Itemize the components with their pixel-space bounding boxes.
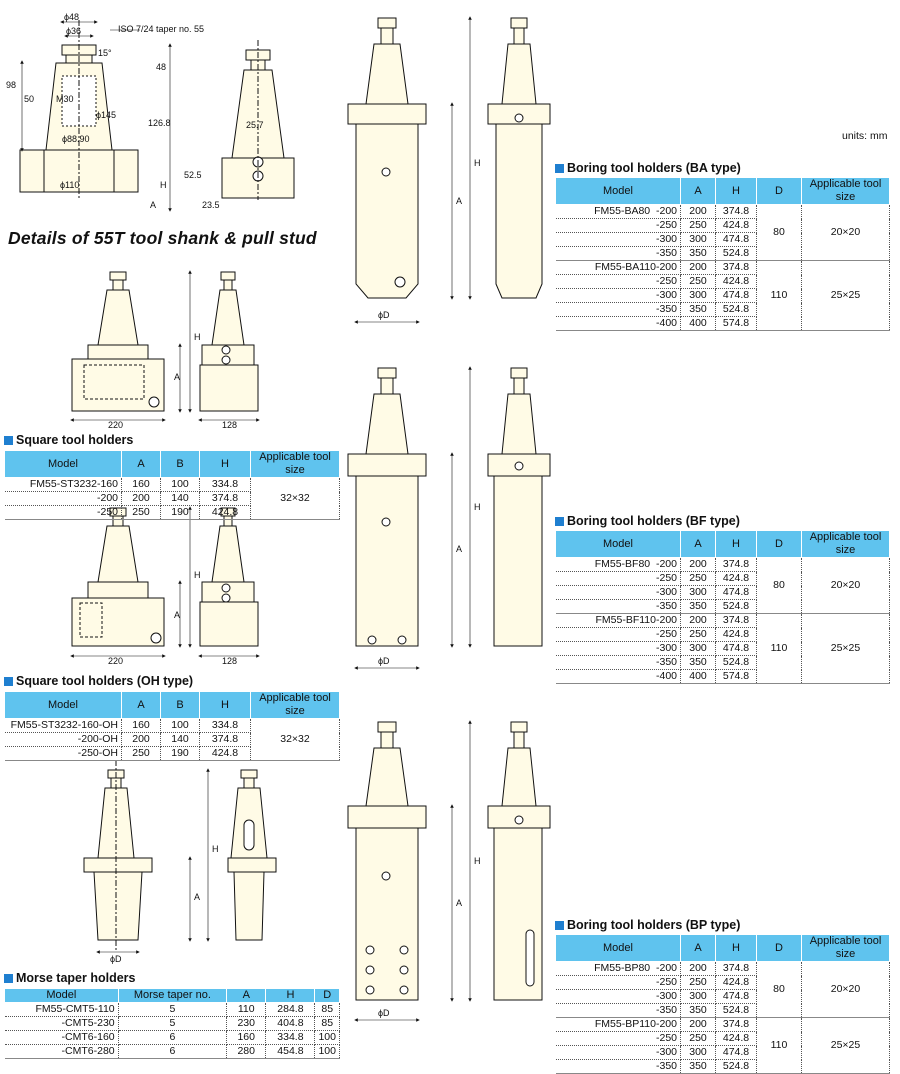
table-cell: -400 (556, 317, 681, 331)
table-header-cell: A (681, 178, 716, 205)
table-cell: FM55-BP80 -200 (556, 962, 681, 976)
bp-section-title: Boring tool holders (BP type) (555, 918, 740, 932)
table-cell: 524.8 (716, 247, 757, 261)
dim-sq-H: H (194, 332, 201, 342)
table-header-cell: A (122, 692, 161, 719)
dim-bf-D: ϕD (378, 656, 390, 666)
table-cell: -200 (5, 492, 122, 506)
table-cell: 100 (315, 1031, 340, 1045)
table-header-cell: B (161, 451, 200, 478)
bullet-square-icon (4, 436, 13, 445)
bullet-square-icon (555, 921, 564, 930)
table-header-cell: A (122, 451, 161, 478)
dim-A-shank: A (150, 200, 157, 210)
morse-holder-front-drawing (84, 760, 152, 950)
table-cell: 474.8 (716, 233, 757, 247)
dim-sq-220: 220 (108, 420, 124, 430)
table-cell: 190 (161, 506, 200, 520)
table-cell: 100 (161, 478, 200, 492)
table-header-cell: H (200, 692, 251, 719)
table-cell: 574.8 (716, 317, 757, 331)
table-header-cell: D (757, 935, 802, 962)
table-header-cell: H (200, 451, 251, 478)
table-cell: 200 (122, 733, 161, 747)
table-header-cell: D (757, 178, 802, 205)
table-row (556, 962, 890, 976)
dim-sq-128: 128 (222, 420, 238, 430)
table-cell: -250 (5, 506, 122, 520)
table-cell: 400 (681, 670, 716, 684)
table-cell: 85 (315, 1003, 340, 1017)
shank-detail-front-drawing (20, 20, 138, 200)
table-row (556, 1018, 890, 1032)
table-cell: 200 (681, 261, 716, 275)
table-cell: 374.8 (716, 205, 757, 219)
dim-H-shank: H (160, 180, 167, 190)
ba-holder-side-drawing (488, 18, 550, 298)
table-cell: -250 (556, 976, 681, 990)
table-cell: 374.8 (716, 962, 757, 976)
table-cell: 524.8 (716, 303, 757, 317)
dim-oh-220: 220 (108, 656, 124, 666)
table-cell: 350 (681, 247, 716, 261)
dim-morse-D: ϕD (110, 954, 122, 964)
table-cell: 160 (122, 719, 161, 733)
table-cell: 280 (227, 1045, 266, 1059)
table-header-cell: Model (556, 531, 681, 558)
table-cell: 250 (122, 506, 161, 520)
table-cell: 300 (681, 233, 716, 247)
ba-holder-front-drawing (348, 18, 426, 298)
table-cell: 424.8 (200, 506, 251, 520)
dim-ba-H: H (474, 158, 481, 168)
square-holder-front-drawing (72, 272, 164, 411)
table-cell: -300 (556, 642, 681, 656)
table-header-cell: Morse taper no. (118, 989, 226, 1003)
table-cell: 80 (757, 962, 802, 1018)
table-cell: 350 (681, 303, 716, 317)
table-cell: -300 (556, 990, 681, 1004)
dim-oh-A: A (174, 610, 181, 620)
table-row (556, 614, 890, 628)
dim-50: 50 (24, 94, 35, 104)
table-cell: FM55-BF80 -200 (556, 558, 681, 572)
table-cell: -350 (556, 1060, 681, 1074)
bullet-square-icon (555, 164, 564, 173)
table-cell: 6 (118, 1031, 226, 1045)
table-cell: -250 (556, 1032, 681, 1046)
table-cell: 424.8 (716, 572, 757, 586)
table-cell: 374.8 (716, 558, 757, 572)
table-cell: 250 (681, 219, 716, 233)
bp-holder-front-drawing (348, 722, 426, 1000)
table-cell: -250 (556, 572, 681, 586)
table-cell: FM55-CMT5-110 (5, 1003, 119, 1017)
table-cell: 334.8 (266, 1031, 315, 1045)
table-cell: -350 (556, 656, 681, 670)
table-cell: 374.8 (200, 733, 251, 747)
table-cell: 424.8 (200, 747, 251, 761)
dim-48: 48 (156, 62, 167, 72)
table-cell: 524.8 (716, 1004, 757, 1018)
table-row (556, 558, 890, 572)
table-cell: 250 (681, 275, 716, 289)
table-cell: 250 (681, 976, 716, 990)
table-header-cell: Applicable tool size (802, 178, 890, 205)
dim-23-5: 23.5 (202, 200, 220, 210)
table-header-cell: Model (556, 178, 681, 205)
table-cell: -300 (556, 586, 681, 600)
square-holder-side-drawing (200, 272, 258, 411)
table-cell: 524.8 (716, 600, 757, 614)
dim-oh-128: 128 (222, 656, 238, 666)
bullet-square-icon (555, 517, 564, 526)
table-cell: 110 (757, 261, 802, 331)
table-cell: -350 (556, 247, 681, 261)
dim-25-7: 25.7 (246, 120, 264, 130)
dim-sq-A: A (174, 372, 181, 382)
table-cell: 250 (681, 572, 716, 586)
table-cell: 200 (681, 558, 716, 572)
table-cell: 374.8 (200, 492, 251, 506)
table-cell: 250 (122, 747, 161, 761)
table-cell: 200 (681, 205, 716, 219)
dim-bf-H: H (474, 502, 481, 512)
bf-section-title: Boring tool holders (BF type) (555, 514, 740, 528)
morse-section-title: Morse taper holders (4, 971, 135, 985)
table-cell: 110 (757, 614, 802, 684)
table-cell: -CMT5-230 (5, 1017, 119, 1031)
table-header-cell: D (757, 531, 802, 558)
table-cell: 474.8 (716, 990, 757, 1004)
table-cell: 424.8 (716, 976, 757, 990)
table-cell: 250 (681, 628, 716, 642)
table-row (5, 1003, 340, 1017)
dim-bp-D: ϕD (378, 1008, 390, 1018)
table-cell: 474.8 (716, 586, 757, 600)
table-cell: 524.8 (716, 656, 757, 670)
table-cell: 300 (681, 990, 716, 1004)
table-cell: -250-OH (5, 747, 122, 761)
table-cell: 5 (118, 1003, 226, 1017)
table-cell: 574.8 (716, 670, 757, 684)
table-cell: 110 (227, 1003, 266, 1017)
table-cell: -350 (556, 1004, 681, 1018)
table-cell: 20×20 (802, 962, 890, 1018)
table-header-cell: A (681, 935, 716, 962)
table-cell: 80 (757, 205, 802, 261)
shank-caption: Details of 55T tool shank & pull stud (8, 228, 317, 248)
morse-table (4, 988, 340, 1059)
dim-98: 98 (6, 80, 17, 90)
dim-ba-A: A (456, 196, 463, 206)
table-header-cell: H (716, 935, 757, 962)
square-oh-holder-side-drawing (200, 508, 258, 646)
table-cell: 424.8 (716, 1032, 757, 1046)
table-cell: 80 (757, 558, 802, 614)
dim-morse-H: H (212, 844, 219, 854)
bp-table (555, 934, 890, 1074)
table-cell: 424.8 (716, 219, 757, 233)
table-cell: 25×25 (802, 1018, 890, 1074)
table-cell: 190 (161, 747, 200, 761)
table-cell: 25×25 (802, 261, 890, 331)
ba-section-title: Boring tool holders (BA type) (555, 161, 741, 175)
table-cell: 200 (122, 492, 161, 506)
table-cell: 300 (681, 289, 716, 303)
table-cell: FM55-ST3232-160 (5, 478, 122, 492)
table-cell: FM55-BP110-200 (556, 1018, 681, 1032)
dim-d145: ϕ145 (96, 110, 117, 120)
table-header-cell: Model (5, 692, 122, 719)
table-row (556, 205, 890, 219)
table-cell: 20×20 (802, 558, 890, 614)
table-cell: 85 (315, 1017, 340, 1031)
dim-bf-A: A (456, 544, 463, 554)
table-header-cell: H (716, 531, 757, 558)
dim-d48: ϕ48 (64, 12, 80, 22)
table-cell: 424.8 (716, 275, 757, 289)
table-cell: 230 (227, 1017, 266, 1031)
square-oh-holder-front-drawing (72, 508, 164, 646)
table-cell: 524.8 (716, 1060, 757, 1074)
table-cell: 474.8 (716, 642, 757, 656)
table-cell: 474.8 (716, 1046, 757, 1060)
table-cell: 32×32 (251, 719, 340, 761)
table-cell: -300 (556, 233, 681, 247)
table-header-cell: A (681, 531, 716, 558)
table-cell: FM55-BF110-200 (556, 614, 681, 628)
dim-15deg: 15° (98, 48, 112, 58)
table-cell: 424.8 (716, 628, 757, 642)
table-cell: 200 (681, 614, 716, 628)
table-header-cell: Model (5, 451, 122, 478)
dim-oh-H: H (194, 570, 201, 580)
table-header-cell: H (716, 178, 757, 205)
table-cell: 404.8 (266, 1017, 315, 1031)
bullet-square-icon (4, 974, 13, 983)
table-row (5, 1045, 340, 1059)
dim-m30: M30 (56, 94, 74, 104)
dim-52-5: 52.5 (184, 170, 202, 180)
table-cell: 25×25 (802, 614, 890, 684)
dim-morse-A: A (194, 892, 201, 902)
table-row (5, 1031, 340, 1045)
square-oh-table (4, 691, 340, 761)
ba-table (555, 177, 890, 331)
table-cell: 160 (122, 478, 161, 492)
bf-table (555, 530, 890, 684)
square-table (4, 450, 340, 520)
dim-d110: ϕ110 (60, 180, 80, 190)
table-cell: 6 (118, 1045, 226, 1059)
table-cell: -300 (556, 1046, 681, 1060)
table-cell: 350 (681, 1060, 716, 1074)
dim-bp-A: A (456, 898, 463, 908)
table-cell: FM55-ST3232-160-OH (5, 719, 122, 733)
table-cell: 100 (161, 719, 200, 733)
table-cell: 300 (681, 642, 716, 656)
table-header-cell: Applicable tool size (251, 692, 340, 719)
table-cell: 200 (681, 962, 716, 976)
table-cell: 300 (681, 1046, 716, 1060)
table-cell: 140 (161, 492, 200, 506)
table-cell: 334.8 (200, 719, 251, 733)
square-section-title: Square tool holders (4, 433, 133, 447)
table-cell: 140 (161, 733, 200, 747)
bullet-square-icon (4, 677, 13, 686)
table-cell: 334.8 (200, 478, 251, 492)
table-cell: 250 (681, 1032, 716, 1046)
morse-holder-side-drawing (228, 770, 276, 940)
table-header-cell: A (227, 989, 266, 1003)
table-cell: 454.8 (266, 1045, 315, 1059)
table-cell: 100 (315, 1045, 340, 1059)
table-cell: 474.8 (716, 289, 757, 303)
table-row (5, 478, 340, 492)
table-cell: -300 (556, 289, 681, 303)
table-cell: 32×32 (251, 478, 340, 520)
table-cell: 350 (681, 656, 716, 670)
square-oh-section-title: Square tool holders (OH type) (4, 674, 193, 688)
table-cell: -250 (556, 628, 681, 642)
table-cell: 350 (681, 1004, 716, 1018)
table-cell: FM55-BA110-200 (556, 261, 681, 275)
table-cell: -250 (556, 219, 681, 233)
table-header-cell: H (266, 989, 315, 1003)
table-header-cell: Applicable tool size (251, 451, 340, 478)
dim-d36: ϕ36 (66, 26, 82, 36)
table-row (5, 719, 340, 733)
table-cell: -350 (556, 600, 681, 614)
table-cell: 300 (681, 586, 716, 600)
table-cell: 374.8 (716, 261, 757, 275)
table-cell: 284.8 (266, 1003, 315, 1017)
dim-bp-H: H (474, 856, 481, 866)
table-cell: -400 (556, 670, 681, 684)
table-header-cell: Model (556, 935, 681, 962)
dim-ba-D: ϕD (378, 310, 390, 320)
table-header-cell: B (161, 692, 200, 719)
table-cell: -CMT6-160 (5, 1031, 119, 1045)
table-cell: 374.8 (716, 614, 757, 628)
dim-126-8: 126.8 (148, 118, 171, 128)
units-note: units: mm (842, 130, 888, 142)
dim-d88-9: ϕ88.90 (62, 134, 90, 144)
bf-holder-front-drawing (348, 368, 426, 646)
table-cell: 110 (757, 1018, 802, 1074)
table-header-cell: Model (5, 989, 119, 1003)
bf-holder-side-drawing (488, 368, 550, 646)
dim-taper-note: ISO 7/24 taper no. 55 (118, 24, 205, 34)
table-header-cell: D (315, 989, 340, 1003)
bp-holder-side-drawing (488, 722, 550, 1000)
table-row (556, 261, 890, 275)
table-header-cell: Applicable tool size (802, 531, 890, 558)
table-cell: 350 (681, 600, 716, 614)
table-cell: 5 (118, 1017, 226, 1031)
table-cell: 400 (681, 317, 716, 331)
table-cell: -250 (556, 275, 681, 289)
table-cell: 20×20 (802, 205, 890, 261)
table-cell: -200-OH (5, 733, 122, 747)
table-cell: -CMT6-280 (5, 1045, 119, 1059)
table-row (5, 1017, 340, 1031)
table-cell: -350 (556, 303, 681, 317)
table-cell: 160 (227, 1031, 266, 1045)
table-header-cell: Applicable tool size (802, 935, 890, 962)
table-cell: 374.8 (716, 1018, 757, 1032)
table-cell: FM55-BA80 -200 (556, 205, 681, 219)
table-cell: 200 (681, 1018, 716, 1032)
